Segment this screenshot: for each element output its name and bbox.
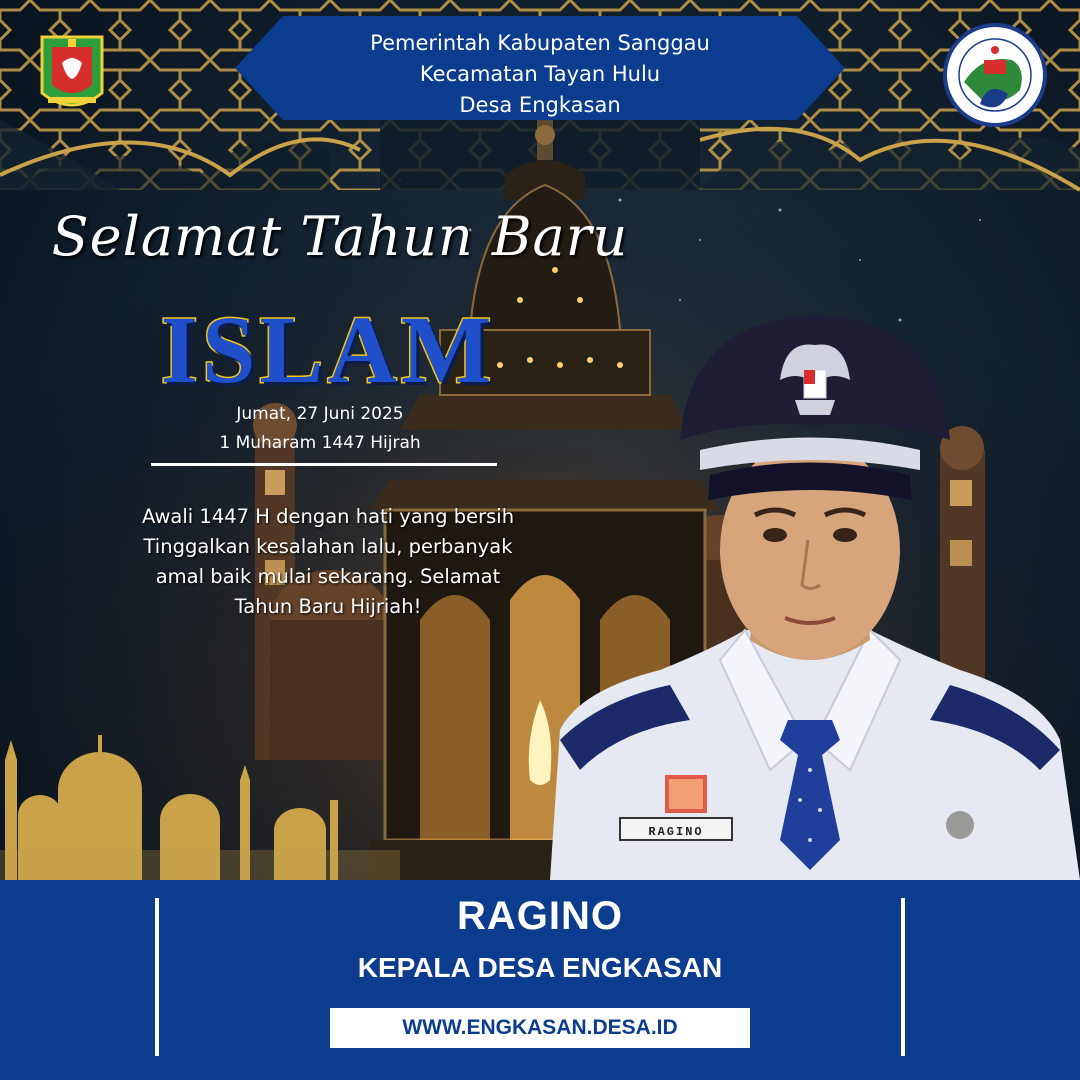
message-line: Awali 1447 H dengan hati yang bersih bbox=[141, 505, 515, 528]
greeting-headline: ISLAM bbox=[160, 296, 496, 403]
date-divider bbox=[151, 463, 497, 466]
date-gregorian: Jumat, 27 Juni 2025 bbox=[236, 404, 404, 424]
footer-banner bbox=[0, 880, 1080, 1080]
header-district: Kecamatan Tayan Hulu bbox=[419, 62, 661, 86]
header-government: Pemerintah Kabupaten Sanggau bbox=[370, 31, 710, 55]
message-line: Tinggalkan kesalahan lalu, perbanyak bbox=[143, 535, 513, 558]
header-banner bbox=[233, 14, 847, 122]
message-line: Tahun Baru Hijriah! bbox=[234, 595, 422, 618]
ministry-of-villages-emblem-icon bbox=[942, 20, 1048, 130]
header-text bbox=[233, 28, 847, 121]
date-hijri: 1 Muharam 1447 Hijrah bbox=[219, 433, 421, 453]
message-line: amal baik mulai sekarang. Selamat bbox=[155, 565, 501, 588]
date-block bbox=[190, 400, 450, 458]
official-title: KEPALA DESA ENGKASAN bbox=[357, 952, 723, 983]
website-box bbox=[330, 1008, 750, 1048]
website-link[interactable]: WWW.ENGKASAN.DESA.ID bbox=[402, 1016, 678, 1039]
greeting-script-title: Selamat Tahun Baru bbox=[51, 205, 629, 268]
header-village: Desa Engkasan bbox=[459, 93, 621, 117]
sanggau-regency-emblem-icon bbox=[38, 33, 106, 117]
official-name: RAGINO bbox=[457, 894, 623, 938]
greeting-message bbox=[68, 502, 588, 622]
name-tag: RAGINO bbox=[648, 825, 704, 839]
official-portrait bbox=[540, 300, 1080, 880]
